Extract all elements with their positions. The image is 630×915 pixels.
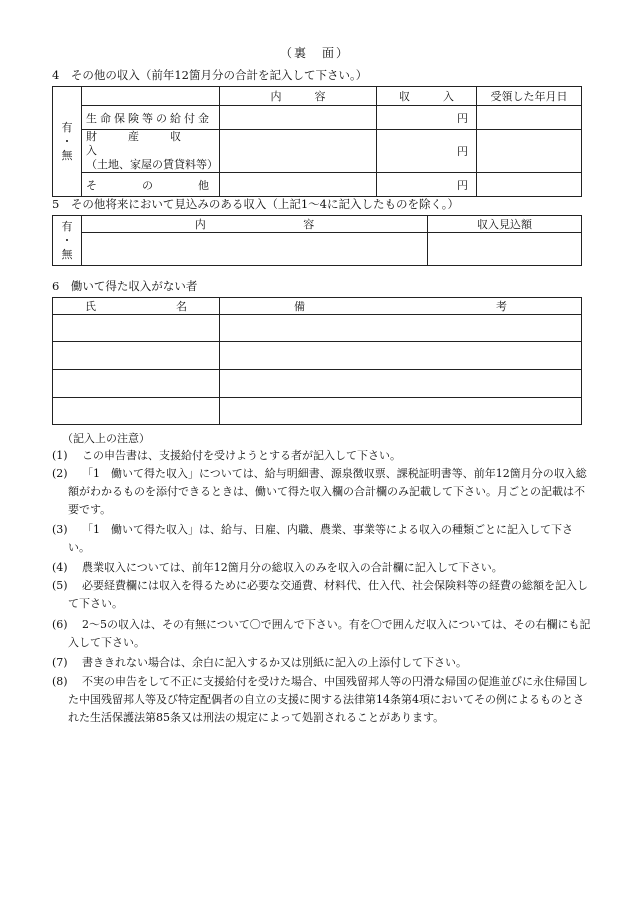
arimu-no: 無: [61, 148, 73, 162]
note-text: 2～5の収入は、その有無について〇で囲んで下さい。有を〇で囲んだ収入については、その右欄にも記入して下さい。: [68, 618, 591, 649]
income-field[interactable]: 円: [377, 173, 477, 197]
content-header-right: 容: [303, 218, 315, 231]
content-field[interactable]: [220, 173, 377, 197]
row-label: 財 産 収 入: [86, 130, 212, 157]
arimu-no: 無: [61, 247, 73, 261]
table-row: [53, 342, 582, 370]
date-field[interactable]: [477, 106, 582, 130]
table-row: [53, 130, 582, 173]
remarks-field[interactable]: [220, 370, 582, 398]
content-field[interactable]: [220, 130, 377, 173]
content-field[interactable]: [82, 233, 428, 266]
note-text: 農業収入については、前年12箇月分の総収入のみを収入の合計欄に記入して下さい。: [82, 561, 503, 574]
expected-income-table: [52, 215, 582, 266]
note-number: (2): [52, 467, 68, 480]
note-item: [52, 577, 592, 613]
income-header: 収 入: [377, 87, 477, 106]
income-field[interactable]: 円: [377, 106, 477, 130]
name-field[interactable]: [53, 370, 220, 398]
arimu-yes: 有: [61, 219, 73, 233]
remarks-header-left: 備: [294, 300, 305, 313]
note-text: 不実の申告をして不正に支援給付を受けた場合、中国残留邦人等の円滑な帰国の促進並びに永住帰国した中国残留邦人等及び特定配偶者の自立の支援に関する法律第14条第4項においてその例によるものとされた生活保護法第85条又は刑法の規定によって処罰されることがあります。: [68, 675, 588, 724]
section5-arimu[interactable]: [53, 216, 82, 266]
remarks-field[interactable]: [220, 398, 582, 425]
note-number: (3): [52, 523, 68, 536]
note-number: (4): [52, 561, 68, 574]
row-label: 生命保険等の給付金: [82, 106, 220, 130]
other-income-table: [52, 86, 582, 197]
note-text: 必要経費欄には収入を得るために必要な交通費、材料代、仕入代、社会保険料等の経費の総額を記入して下さい。: [68, 579, 588, 610]
name-field[interactable]: [53, 342, 220, 370]
note-text: 書ききれない場合は、余白に記入するか又は別紙に記入の上添付して下さい。: [82, 656, 467, 669]
name-field[interactable]: [53, 315, 220, 342]
table-row: [53, 173, 582, 197]
content-header-left: 内: [194, 218, 206, 231]
note-text: 「1 働いて得た収入」は、給与、日雇、内職、農業、事業等による収入の種類ごとに記入して下さい。: [68, 523, 573, 554]
note-item: [52, 465, 592, 519]
name-header-left: 氏: [85, 300, 96, 313]
table-row: [53, 233, 582, 266]
note-item: [52, 559, 592, 577]
row-sublabel: （土地、家屋の賃貸料等）: [86, 158, 218, 171]
section4-title: 4 その他の収入（前年12箇月分の合計を記入して下さい。）: [52, 68, 368, 82]
name-header-right: 名: [176, 300, 187, 313]
note-number: (8): [52, 675, 68, 688]
notes-heading: （記入上の注意）: [62, 432, 150, 445]
no-work-income-table: [52, 297, 582, 425]
content-header: 内 容: [220, 87, 377, 106]
remarks-field[interactable]: [220, 342, 582, 370]
note-item: [52, 521, 592, 557]
note-item: [52, 654, 592, 672]
arimu-dot: ・: [61, 134, 73, 148]
note-number: (5): [52, 579, 68, 592]
arimu-yes: 有: [61, 120, 73, 134]
name-field[interactable]: [53, 398, 220, 425]
arimu-dot: ・: [61, 233, 73, 247]
page-title: （裏 面）: [279, 46, 350, 60]
note-text: 「1 働いて得た収入」については、給与明細書、源泉徴収票、課税証明書等、前年12箇月分の収入総額がわかるものを添付できるときは、働いて得た収入欄の合計欄のみ記載して下さい。月ごとの記載は不要です。: [68, 467, 587, 516]
note-number: (6): [52, 618, 68, 631]
note-text: この申告書は、支援給付を受けようとする者が記入して下さい。: [82, 449, 401, 462]
table-row: [53, 398, 582, 425]
table-row: [53, 370, 582, 398]
table-row: [53, 315, 582, 342]
note-number: (1): [52, 449, 68, 462]
note-item: [52, 616, 592, 652]
date-field[interactable]: [477, 130, 582, 173]
section6-title: 6 働いて得た収入がない者: [52, 279, 198, 293]
remarks-field[interactable]: [220, 315, 582, 342]
section4-arimu[interactable]: [53, 87, 82, 197]
note-item: [52, 447, 592, 465]
expected-amount-field[interactable]: [428, 233, 582, 266]
expected-amount-header: 収入見込額: [428, 216, 582, 233]
received-date-header: 受領した年月日: [477, 87, 582, 106]
table-row: [53, 106, 582, 130]
blank-header-cell: [82, 87, 220, 106]
note-number: (7): [52, 656, 68, 669]
date-field[interactable]: [477, 173, 582, 197]
income-field[interactable]: 円: [377, 130, 477, 173]
remarks-header-right: 考: [496, 300, 507, 313]
row-label: そ の 他: [82, 173, 220, 197]
section5-title: 5 その他将来において見込みのある収入（上記1～4に記入したものを除く。）: [52, 197, 459, 211]
note-item: [52, 673, 592, 727]
content-field[interactable]: [220, 106, 377, 130]
